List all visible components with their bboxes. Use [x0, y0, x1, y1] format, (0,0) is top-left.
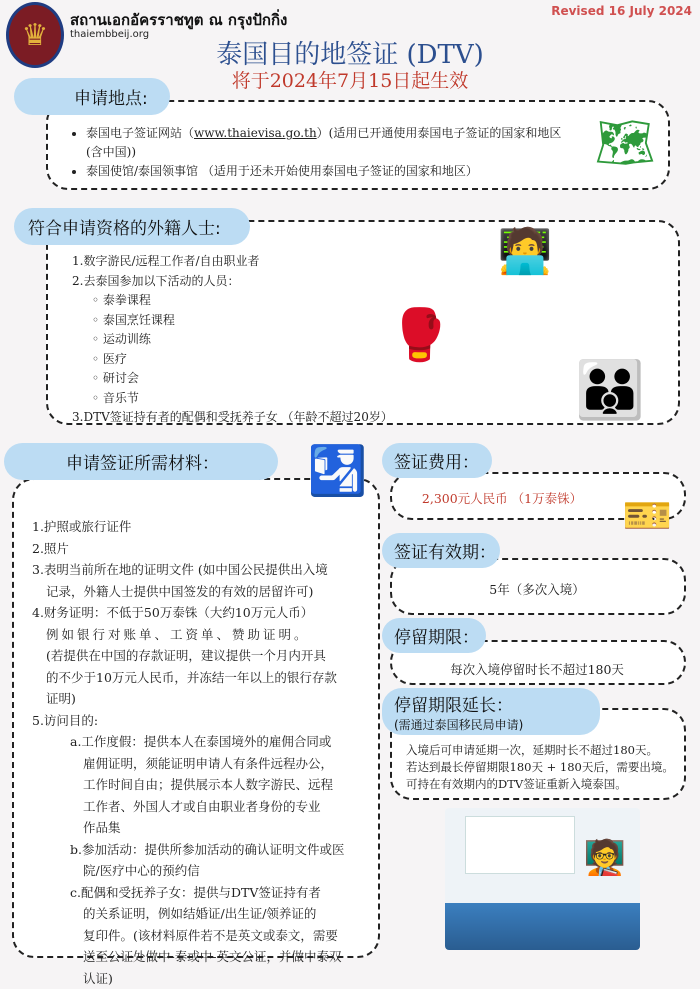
thailand-map-icon: 🗺 — [580, 95, 670, 190]
list-item: 1.护照或旅行证件 — [32, 516, 372, 538]
list-item: 1.数字游民/远程工作者/自由职业者 — [72, 252, 393, 272]
stay-value: 每次入境停留时长不超过180天 — [392, 660, 682, 678]
list-item: • 泰国电子签证网站（www.thaievisa.go.th）(适用已开通使用泰国电子签证的国家和地区 (含中国)) — [86, 124, 572, 162]
passport-icon: 🛂 — [300, 435, 375, 505]
extension-line: 入境后可申请延期一次，延期时长不超过180天。 — [406, 742, 674, 759]
list-item-cont: 的不少于10万元人民币，并冻结一年以上的银行存款 — [32, 667, 372, 689]
website: thaiembbeij.org — [70, 29, 149, 40]
list-item-cont: 证明) — [32, 688, 372, 710]
materials-label: 申请签证所需材料： — [4, 443, 278, 480]
purpose-cont: 的关系证明，例如结婚证/出生证/领养证的 — [32, 903, 372, 925]
extension-line: 可持在有效期内的DTV签证重新入境泰国。 — [406, 776, 674, 793]
purpose-cont: 雇佣证明，须能证明申请人有条件远程办公， — [32, 753, 372, 775]
list-item: ◦ 研讨会 — [72, 369, 393, 389]
purpose-cont: 送至公证处做中-泰或中-英文公证，并做中泰双 — [32, 946, 372, 968]
eligibility-label: 符合申请资格的外籍人士: — [14, 208, 250, 245]
purpose-item: c.配偶和受抚养子女：提供与DTV签证持有者 — [32, 882, 372, 904]
list-item: • 泰国使馆/泰国领事馆 （适用于还未开始使用泰国电子签证的国家和地区） — [86, 162, 572, 181]
purpose-cont: 工作者、外国人才或自由职业者身份的专业 — [32, 796, 372, 818]
remote-worker-icon: 🧑‍💻 — [490, 218, 560, 283]
extension-line: 若达到最长停留期限180天 + 180天后，需要出境。 — [406, 759, 674, 776]
purpose-cont: 认证) — [32, 968, 372, 989]
list-item-cont: 记录，外籍人士提供中国签发的有效的居留许可) — [32, 581, 372, 603]
audience-icon — [445, 903, 640, 950]
evisa-link[interactable]: www.thaievisa.go.th — [194, 126, 317, 140]
stay-label: 停留期限： — [382, 618, 486, 653]
purpose-item: a.工作度假：提供本人在泰国境外的雇佣合同或 — [32, 731, 372, 753]
fee-label: 签证费用： — [382, 443, 492, 478]
presenter-icon: 🧑‍🏫 — [585, 828, 625, 888]
family-icon: 👪 — [560, 345, 660, 435]
purpose-cont: 作品集 — [32, 817, 372, 839]
list-item: ◦ 泰国烹饪课程 — [72, 311, 393, 331]
list-item: 5.访问目的: — [32, 710, 372, 732]
validity-label: 签证有效期： — [382, 533, 500, 568]
presentation-screen-icon — [465, 816, 575, 874]
page-title: 泰国目的地签证 (DTV) — [0, 34, 700, 71]
list-item: ◦ 泰拳课程 — [72, 291, 393, 311]
effective-date: 将于2024年7月15日起生效 — [0, 66, 700, 93]
location-label: 申请地点: — [14, 78, 170, 115]
validity-value: 5年（多次入境） — [392, 580, 682, 598]
purpose-cont: 院/医疗中心的预约信 — [32, 860, 372, 882]
seminar-illustration — [445, 808, 640, 950]
extension-note: (需通过泰国移民局申请) — [394, 716, 523, 733]
list-item: ◦ 运动训练 — [72, 330, 393, 350]
materials-box — [12, 478, 380, 958]
ticket-icon: 🎫 — [610, 485, 685, 545]
purpose-cont: 复印件。(该材料原件若不是英文或泰文，需要 — [32, 925, 372, 947]
org-name: สถานเอกอัครราชทูต ณ กรุงปักกิ่ง — [70, 8, 287, 32]
list-item: ◦ 音乐节 — [72, 389, 393, 409]
list-item: 4.财务证明：不低于50万泰铢（大约10万元人币） — [32, 602, 372, 624]
extension-title: 停留期限延长： — [394, 691, 513, 716]
list-item: 2.去泰国参加以下活动的人员： — [72, 272, 393, 292]
list-item: ◦ 医疗 — [72, 350, 393, 370]
list-item: 3.DTV签证持有者的配偶和受抚养子女 （年龄不超过20岁） — [72, 408, 393, 428]
list-item-cont: 例如银行对账单、工资单、赞助证明。 — [32, 624, 372, 646]
muay-thai-icon: 🥊 — [385, 290, 455, 380]
extension-label — [382, 688, 600, 735]
list-item: 2.照片 — [32, 538, 372, 560]
list-item-cont: (若提供在中国的存款证明，建议提供一个月内开具 — [32, 645, 372, 667]
garuda-icon: ♛ — [22, 18, 49, 53]
revised-date: Revised 16 July 2024 — [551, 4, 692, 18]
fee-value: 2,300元人民币 （1万泰铢） — [392, 489, 612, 507]
purpose-item: b.参加活动：提供所参加活动的确认证明文件或医 — [32, 839, 372, 861]
location-list — [72, 124, 572, 181]
purpose-cont: 工作时间自由；提供展示本人数字游民、远程 — [32, 774, 372, 796]
list-item: 3.表明当前所在地的证明文件 (如中国公民提供出入境 — [32, 559, 372, 581]
